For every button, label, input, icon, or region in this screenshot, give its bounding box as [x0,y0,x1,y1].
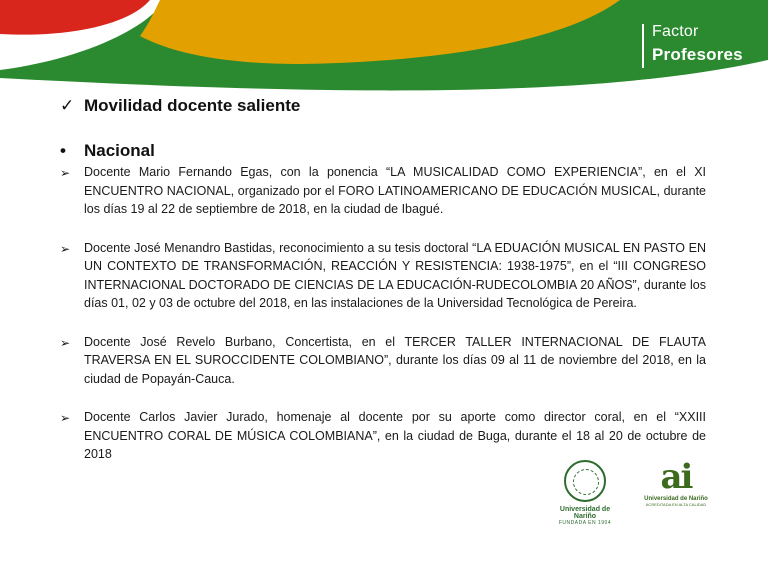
item-text: Docente Carlos Javier Jurado, homenaje al docente por su aporte como director coral, en el “XXIII ENCUENTRO CORAL DE MÚSICA COLOMBIANA”, en la ciudad de Buga, durante el 18 al 20 de octubre de 2018 [84,410,706,461]
udenar-name: Universidad de Nariño [559,506,611,520]
subsection-title: Nacional [84,141,155,160]
arrow-bullet-icon: ➢ [60,241,71,256]
item-text: Docente José Revelo Burbano, Concertista, en el TERCER TALLER INTERNACIONAL DE FLAUTA TRAVERSA EN EL SUROCCIDENTE COLOMBIANO”, durante los días 09 al 11 de noviembre del 2018, en la ciudad de Popayán-Cauca. [84,334,706,386]
item-text: Docente Mario Fernando Egas, con la ponencia “LA MUSICALIDAD COMO EXPERIENCIA”, en el XI ENCUENTRO NACIONAL, organizado por el FORO LATINOAMERICANO DE EDUCACIÓN MUSICAL, durante los días 19 al 22 de septiembre de 2018, en la ciudad de Ibagué. [84,165,706,216]
arrow-bullet-icon: ➢ [60,166,71,180]
brand-logo [642,24,743,68]
brand-line1: Factor [652,23,699,40]
accreditation-logo [640,457,712,526]
arrow-bullet-icon: ➢ [60,335,71,350]
list-item [60,333,706,389]
list-item [60,163,706,219]
ai-mark: ai [660,457,692,497]
subsection-heading [60,141,155,161]
ai-university-name: Universidad de Nariño [644,496,708,502]
item-text: Docente José Menandro Bastidas, reconocimiento a su tesis doctoral “LA EDUACIÓN MUSICAL EN PASTO EN UN CONTEXTO DE TRANSFORMACIÓN, REACCIÓN Y RESISTENCIA: 1938-1975”, en el “III CONGRESO INTERNACIONAL DOCTORADO DE CIENCIAS DE LA EDUCACIÓN-RUDECOLOMBIA 20 AÑOS”, durante los días 01, 02 y 03 de octubre del 2018, en las instalaciones de la Universidad Tecnológica de Pereira. [84,240,706,310]
section-title: Movilidad docente saliente [84,96,301,115]
list-item [60,239,706,313]
arrow-bullet-icon: ➢ [60,411,71,425]
bullet-icon: • [60,141,66,160]
footer-logos [548,457,712,526]
section-heading [60,96,300,116]
item-list [60,163,706,484]
check-icon: ✓ [60,96,75,115]
university-seal-icon [564,460,606,502]
list-item [60,408,706,464]
udenar-logo [548,460,622,526]
udenar-founded: FUNDADA EN 1904 [558,520,612,526]
brand-line2: Profesores [652,45,743,64]
ai-accreditation: ACREDITADA EN ALTA CALIDAD [645,502,707,507]
